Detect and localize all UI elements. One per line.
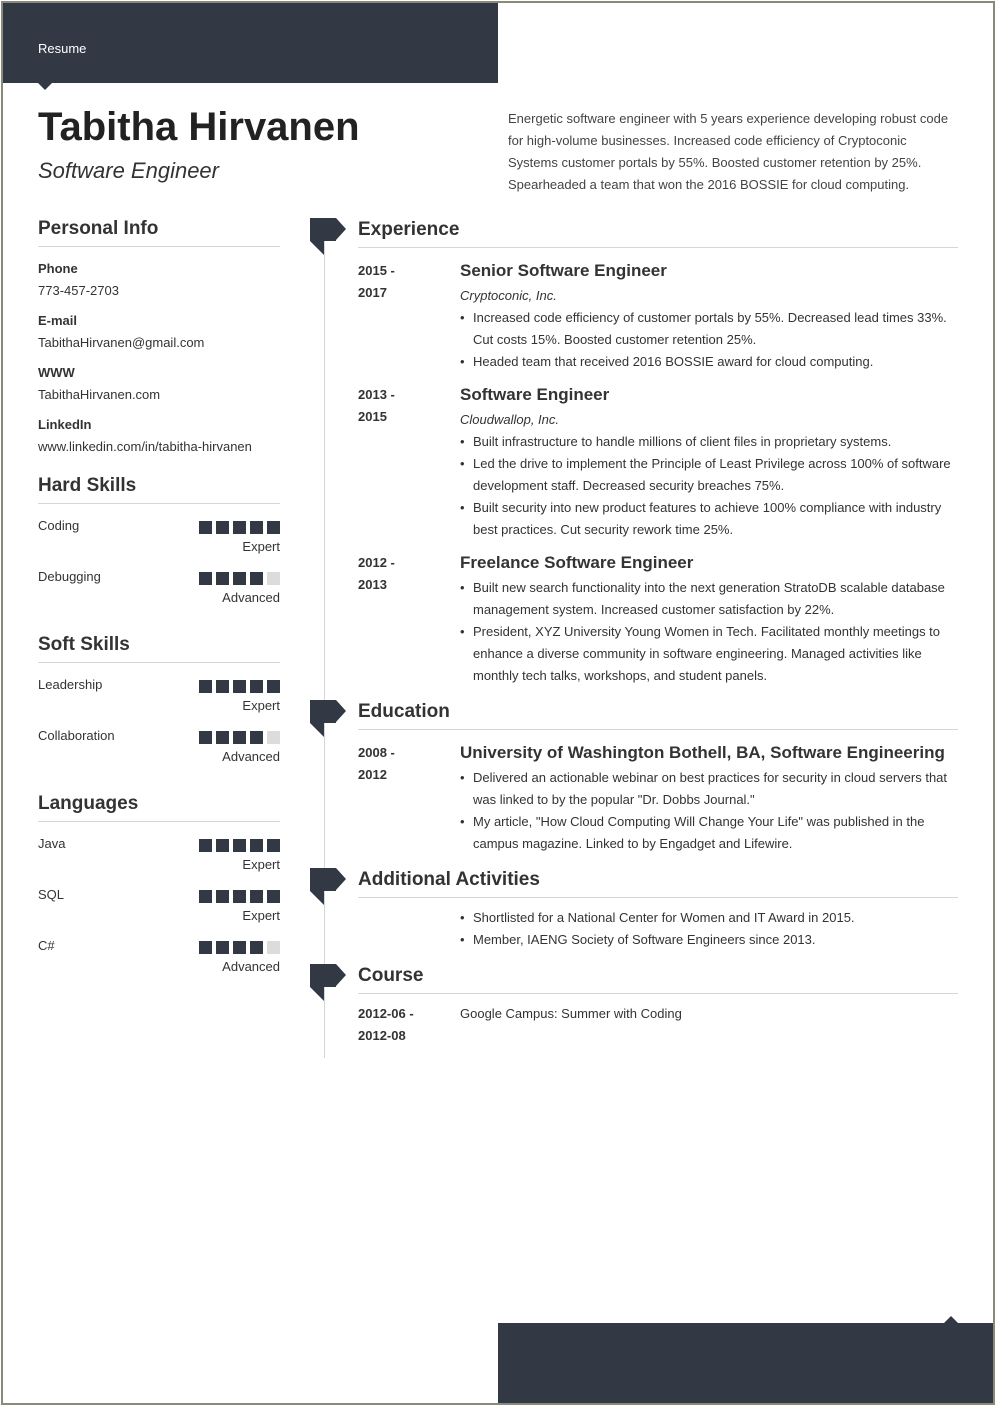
- rating-dot-filled: [216, 680, 229, 693]
- rating-dot-filled: [199, 839, 212, 852]
- course-text: Google Campus: Summer with Coding: [460, 1006, 682, 1021]
- job-bullets: [460, 307, 958, 373]
- timeline-line: [324, 240, 325, 1058]
- bullet: • Built new search functionality into the next generation StratoDB scalable database management system. Increased customer satisfaction by 22%.: [460, 577, 958, 621]
- info-value[interactable]: TabithaHirvanen@gmail.com: [38, 335, 205, 350]
- skill-rating: [199, 941, 280, 954]
- footer-notch: [944, 1316, 958, 1323]
- course-flag-icon: [310, 964, 346, 1002]
- skill-name: Leadership: [38, 677, 103, 692]
- skill-name: C#: [38, 938, 55, 953]
- candidate-name: Tabitha Hirvanen: [38, 105, 360, 149]
- languages-section: [38, 793, 280, 987]
- personal-info-title: Personal Info: [38, 218, 280, 247]
- job-title: Freelance Software Engineer: [460, 553, 694, 572]
- education-dates: 2008 - 2012: [358, 745, 395, 782]
- skill-name: SQL: [38, 887, 65, 902]
- rating-dot-filled: [216, 521, 229, 534]
- job-bullets: [460, 577, 958, 687]
- rating-dot-empty: [267, 941, 280, 954]
- bullet: • Headed team that received 2016 BOSSIE award for cloud computing.: [460, 351, 958, 373]
- info-email: [38, 311, 280, 355]
- job-dates: 2015 - 2017: [358, 263, 395, 300]
- bullet: • Built security into new product features to achieve 100% compliance with industry best practices. Cut security rework time 25%.: [460, 497, 958, 541]
- job-company: Cloudwallop, Inc.: [460, 412, 559, 427]
- skill-name: Java: [38, 836, 66, 851]
- left-column: [38, 218, 280, 987]
- rating-dot-filled: [250, 680, 263, 693]
- languages-title: Languages: [38, 793, 280, 822]
- bullet: • Led the drive to implement the Principle of Least Privilege across 100% of software development staff. Decreased security breaches 75%.: [460, 453, 958, 497]
- skill-level: Expert: [242, 698, 280, 713]
- personal-info-section: [38, 218, 280, 459]
- info-value: 773-457-2703: [38, 283, 119, 298]
- bullet: • Delivered an actionable webinar on best practices for security in cloud servers that was linked to by the popular "Dr. Dobbs Journal.": [460, 767, 958, 811]
- skill-level: Advanced: [222, 590, 280, 605]
- activities-bullets: [460, 907, 958, 951]
- rating-dot-filled: [233, 680, 246, 693]
- candidate-role: Software Engineer: [38, 158, 219, 183]
- info-www: [38, 363, 280, 407]
- job-company: Cryptoconic, Inc.: [460, 288, 557, 303]
- rating-dot-filled: [216, 890, 229, 903]
- info-label: WWW: [38, 365, 75, 380]
- rating-dot-filled: [233, 521, 246, 534]
- skill-rating: [199, 680, 280, 693]
- rating-dot-empty: [267, 572, 280, 585]
- rating-dot-filled: [199, 521, 212, 534]
- skill-row: [38, 516, 280, 567]
- skill-row: [38, 834, 280, 885]
- skill-name: Coding: [38, 518, 80, 533]
- rating-dot-filled: [233, 839, 246, 852]
- degree-title: University of Washington Bothell, BA, Software Engineering: [460, 743, 945, 762]
- course-dates: 2012-06 - 2012-08: [358, 1006, 414, 1043]
- bullet: • Increased code efficiency of customer portals by 55%. Decreased lead times 33%. Cut costs 15%. Boosted customer retention 25%.: [460, 307, 958, 351]
- skill-row: [38, 567, 280, 618]
- rating-dot-filled: [199, 572, 212, 585]
- rating-dot-filled: [233, 731, 246, 744]
- rating-dot-empty: [267, 731, 280, 744]
- rating-dot-filled: [250, 572, 263, 585]
- skill-level: Expert: [242, 908, 280, 923]
- skill-row: [38, 885, 280, 936]
- summary: Energetic software engineer with 5 years experience developing robust code for high-volume businesses. Increased code efficiency of Cryptoconic Systems customer portals by 55%. Boosted customer retention by 25%. Spearheaded a team that won the 2016 BOSSIE for cloud computing.: [508, 111, 949, 192]
- skill-row: [38, 936, 280, 987]
- bullet: • Member, IAENG Society of Software Engineers since 2013.: [460, 929, 958, 951]
- rating-dot-filled: [199, 941, 212, 954]
- rating-dot-filled: [250, 839, 263, 852]
- skill-level: Expert: [242, 539, 280, 554]
- job-dates: 2013 - 2015: [358, 387, 395, 424]
- rating-dot-filled: [250, 521, 263, 534]
- education-flag-icon: [310, 700, 346, 738]
- activities-title: Additional Activities: [358, 869, 958, 898]
- skill-row: [38, 675, 280, 726]
- activities-flag-icon: [310, 868, 346, 906]
- rating-dot-filled: [216, 941, 229, 954]
- header-notch: [38, 83, 52, 90]
- rating-dot-filled: [233, 941, 246, 954]
- skill-row: [38, 726, 280, 777]
- rating-dot-filled: [267, 839, 280, 852]
- rating-dot-filled: [267, 521, 280, 534]
- rating-dot-filled: [250, 890, 263, 903]
- skill-level: Expert: [242, 857, 280, 872]
- bullet: • Shortlisted for a National Center for Women and IT Award in 2015.: [460, 907, 958, 929]
- skill-name: Collaboration: [38, 728, 115, 743]
- rating-dot-filled: [216, 731, 229, 744]
- rating-dot-filled: [216, 839, 229, 852]
- education-bullets: [460, 767, 958, 855]
- job-bullets: [460, 431, 958, 541]
- resume-tag: Resume: [38, 41, 87, 56]
- soft-skills-section: [38, 634, 280, 777]
- rating-dot-filled: [267, 890, 280, 903]
- rating-dot-filled: [233, 572, 246, 585]
- hard-skills-section: [38, 475, 280, 618]
- info-linkedin: [38, 415, 280, 459]
- hard-skills-title: Hard Skills: [38, 475, 280, 504]
- skill-rating: [199, 572, 280, 585]
- rating-dot-filled: [199, 890, 212, 903]
- skill-rating: [199, 521, 280, 534]
- course-title: Course: [358, 965, 958, 994]
- rating-dot-filled: [250, 731, 263, 744]
- skill-rating: [199, 839, 280, 852]
- skill-level: Advanced: [222, 959, 280, 974]
- experience-flag-icon: [310, 218, 346, 256]
- job-dates: 2012 - 2013: [358, 555, 395, 592]
- bullet: • Built infrastructure to handle millions of client files in proprietary systems.: [460, 431, 958, 453]
- header-band: [3, 3, 498, 83]
- rating-dot-filled: [267, 680, 280, 693]
- skill-rating: [199, 890, 280, 903]
- info-value[interactable]: www.linkedin.com/in/tabitha-hirvanen: [38, 439, 252, 454]
- soft-skills-title: Soft Skills: [38, 634, 280, 663]
- info-label: LinkedIn: [38, 417, 92, 432]
- info-value[interactable]: TabithaHirvanen.com: [38, 387, 161, 402]
- education-title: Education: [358, 701, 958, 730]
- rating-dot-filled: [233, 890, 246, 903]
- skill-rating: [199, 731, 280, 744]
- rating-dot-filled: [216, 572, 229, 585]
- rating-dot-filled: [199, 731, 212, 744]
- bullet: • President, XYZ University Young Women in Tech. Facilitated monthly meetings to enhance a diverse community in software engineering. Managed activities like monthly tech talks, workshops, and student panels.: [460, 621, 958, 687]
- job-title: Software Engineer: [460, 385, 610, 404]
- rating-dot-filled: [199, 680, 212, 693]
- skill-name: Debugging: [38, 569, 101, 584]
- info-label: Phone: [38, 261, 78, 276]
- experience-title: Experience: [358, 219, 958, 248]
- info-phone: [38, 259, 280, 303]
- rating-dot-filled: [250, 941, 263, 954]
- bullet: • My article, "How Cloud Computing Will Change Your Life" was published in the campus magazine. Linked to by Engadget and Lifewire.: [460, 811, 958, 855]
- job-title: Senior Software Engineer: [460, 261, 667, 280]
- footer-band: [498, 1323, 993, 1403]
- info-label: E-mail: [38, 313, 78, 328]
- skill-level: Advanced: [222, 749, 280, 764]
